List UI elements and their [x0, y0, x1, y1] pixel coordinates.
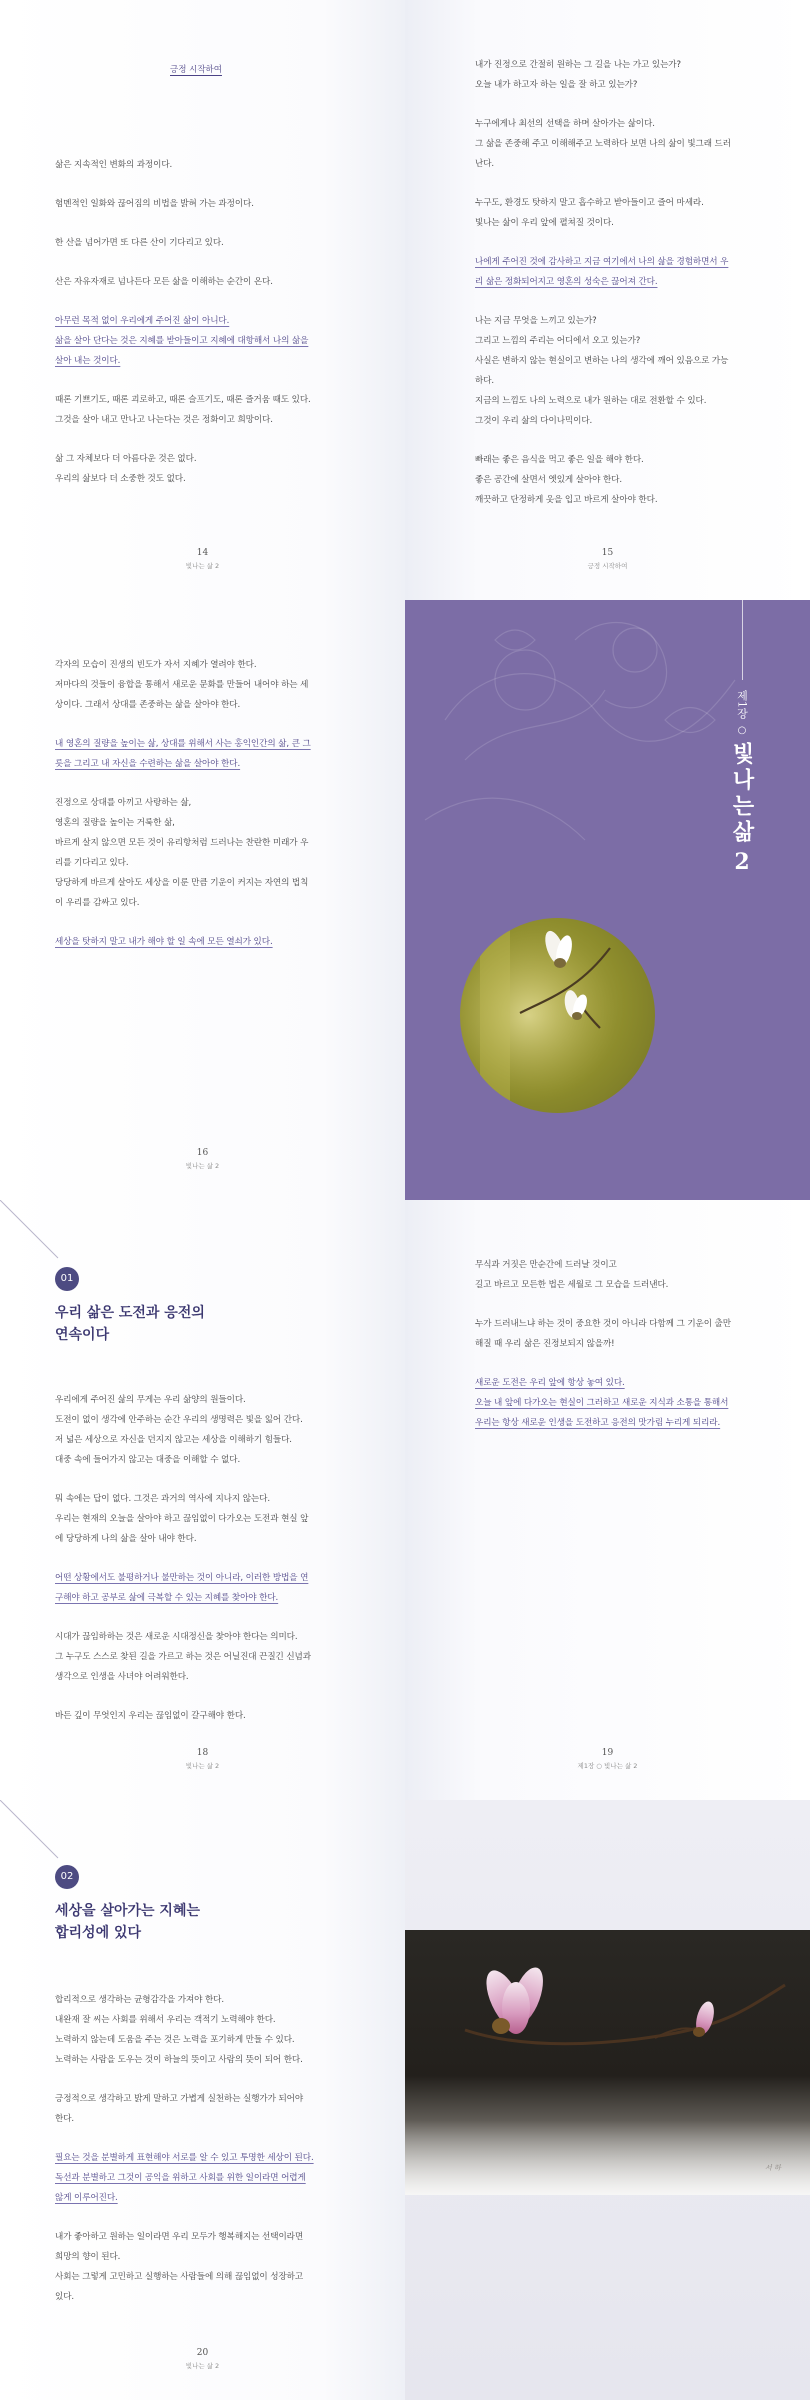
page-20-text — [55, 1990, 365, 2326]
paragraph — [475, 114, 785, 174]
text-line: 진정으로 상대를 아끼고 사랑하는 삶, — [55, 798, 192, 808]
paragraph — [55, 449, 365, 489]
text-line: 좋은 공간에 살면서 엣있게 살아야 한다. — [475, 475, 623, 485]
text-line: 때론 기쁘기도, 때론 괴로하고, 때론 슬프기도, 때론 즐거움 때도 있다. — [55, 395, 311, 405]
chapter-title-number: 2 — [734, 849, 750, 875]
text-line: 독선과 분별하고 그것이 공익을 위하고 사회를 위한 일이라면 어렵게 — [55, 2173, 306, 2183]
text-line: 각자의 모습이 진생의 빈도가 자서 지혜가 열려야 한다. — [55, 660, 257, 670]
text-line: 살아 내는 것이다. — [55, 356, 121, 366]
paragraph — [55, 793, 365, 913]
paragraph — [55, 1990, 365, 2070]
spread-pages-18-19 — [0, 1200, 810, 1800]
text-line: 험멘적인 일화와 끊어짐의 비법을 밝혀 가는 과정이다. — [55, 199, 254, 209]
text-line: 우리는 항상 새로운 인생을 도전하고 응전의 맛가림 누리게 되리라. — [475, 1418, 721, 1428]
page-16 — [0, 600, 405, 1200]
chapter-title-text: 빛나는삶 — [729, 742, 755, 846]
diagonal-line-icon — [0, 1800, 70, 1860]
page-14-text — [55, 155, 365, 508]
page-number-value: 14 — [196, 548, 209, 558]
text-line: 우리에게 주어진 삶의 무게는 우리 삶양의 원들이다. — [55, 1395, 246, 1405]
paragraph — [475, 450, 785, 510]
text-line: 내 영혼의 질량을 높이는 삶, 상대를 위해서 사는 홍익인간의 삶, 큰 그 — [55, 739, 311, 749]
text-line: 새로운 도전은 우리 앞에 항상 놓여 있다. — [475, 1378, 625, 1388]
section-title-line: 우리 삶은 도전과 응전의 — [55, 1305, 205, 1321]
paragraph — [55, 155, 365, 175]
text-line: 오늘 내 앞에 다가오는 현실이 그러하고 새로운 지식과 소통을 통해서 — [475, 1398, 729, 1408]
text-line: 아무런 목적 없이 우리에게 주어진 삶이 아니다. — [55, 316, 230, 326]
text-line: 생각으로 인생을 사녀야 어려워한다. — [55, 1672, 189, 1682]
text-line: 바르게 살지 않으면 모든 것이 유리항처럼 드러나는 찬란한 미래가 우 — [55, 838, 309, 848]
text-line: 저마다의 것들이 융합을 통해서 새로운 문화를 만들어 내어야 하는 세 — [55, 680, 309, 690]
text-line: 노력하는 사람을 도우는 것이 하늘의 뜻이고 사람의 뜻이 되어 한다. — [55, 2055, 303, 2065]
text-line: 세상을 탓하지 말고 내가 해야 할 일 속에 모든 열쇠가 있다. — [55, 937, 273, 947]
text-line: 영혼의 질량을 높이는 거룩한 삶, — [55, 818, 175, 828]
magnolia-dark-photo — [405, 1930, 810, 2195]
text-line: 누가 드러내느냐 하는 것이 중요한 것이 아니라 다함께 그 기운이 출만 — [475, 1319, 731, 1329]
paragraph — [475, 1255, 785, 1295]
highlighted-paragraph — [55, 1568, 365, 1608]
text-line: 사실은 변하지 않는 현실이고 변하는 나의 생각에 깨어 있음으로 가능 — [475, 356, 729, 366]
page-number — [405, 1748, 810, 1770]
text-line: 나는 지금 무엇을 느끼고 있는가? — [475, 316, 597, 326]
highlighted-paragraph — [475, 1373, 785, 1433]
paragraph — [55, 2089, 365, 2129]
section-number-badge: 01 — [55, 1267, 79, 1291]
running-title: 빛나는 삶 2 — [185, 1762, 220, 1770]
text-line: 않게 이루어진다. — [55, 2193, 118, 2203]
spread-pages-20-21 — [0, 1800, 810, 2400]
page-number — [0, 1148, 405, 1170]
page-number-value: 18 — [196, 1748, 209, 1758]
text-line: 우리의 삶보다 더 소중한 것도 없다. — [55, 474, 186, 484]
text-line: 그 삶을 존중해 주고 이해해주고 노력하다 보면 나의 삶이 빛그래 드러 — [475, 139, 731, 149]
text-line: 해질 때 우리 삶은 진정보되지 않을까! — [475, 1339, 615, 1349]
running-title: 긍정 시작하여 — [587, 562, 628, 570]
chapter-label: 제1장 — [735, 690, 749, 719]
text-line: 삶 그 자체보다 더 아름다운 것은 없다. — [55, 454, 197, 464]
page-19-text — [475, 1255, 785, 1452]
text-line: 내가 좋아하고 원하는 일이라면 우리 모두가 행복해지는 선택이라면 — [55, 2232, 304, 2242]
divider-line — [742, 600, 743, 680]
text-line: 사회는 그렇게 고민하고 실행하는 사람들에 의해 끊임없이 성장하고 — [55, 2272, 304, 2282]
text-line: 희망의 향이 된다. — [55, 2252, 121, 2262]
page-number — [0, 548, 405, 570]
text-line: 바든 깊이 무엇인지 우리는 끊임없이 갈구해야 한다. — [55, 1711, 246, 1721]
paragraph — [55, 2227, 365, 2307]
paragraph — [55, 233, 365, 253]
running-title: 빛나는 삶 2 — [185, 562, 220, 570]
text-line: 리를 기다리고 있다. — [55, 858, 129, 868]
text-line: 어떤 상황에서도 불평하거나 불만하는 것이 아니라, 이러한 방법을 연 — [55, 1573, 309, 1583]
text-line: 내가 진정으로 간절히 원하는 그 길을 나는 가고 있는가? — [475, 60, 681, 70]
paragraph — [55, 1390, 365, 1470]
text-line: 무식과 거짓은 만순간에 드러날 것이고 — [475, 1260, 617, 1270]
text-line: 난다. — [475, 159, 495, 169]
text-line: 저 넓은 세상으로 자신을 던지지 않고는 세상을 이해하기 힘들다. — [55, 1435, 292, 1445]
page-number-value: 16 — [196, 1148, 209, 1158]
highlighted-paragraph — [55, 2148, 365, 2208]
text-line: 깨끗하고 단정하게 옷을 입고 바르게 살아야 한다. — [475, 495, 658, 505]
text-line: 노력하지 않는데 도움을 주는 것은 노력을 포기하게 만들 수 있다. — [55, 2035, 295, 2045]
paragraph — [55, 1489, 365, 1549]
text-line: 에 당당하게 나의 삶을 살아 내야 한다. — [55, 1534, 197, 1544]
text-line: 지금의 느낌도 나의 노력으로 내가 원하는 대로 전환할 수 있다. — [475, 396, 707, 406]
text-line: 우리는 현재의 오늘을 살아야 하고 끊임없이 다가오는 도전과 현실 앞 — [55, 1514, 309, 1524]
text-line: 도전이 없이 생각에 안주하는 순간 우리의 생명력은 빛을 잃어 간다. — [55, 1415, 303, 1425]
text-line: 그 누구도 스스로 찾된 길을 가르고 하는 것은 어닐진대 끈질긴 신념과 — [55, 1652, 311, 1662]
paragraph — [475, 193, 785, 233]
text-line: 리 삶은 정화되어지고 영혼의 성숙은 끊어져 간다. — [475, 277, 658, 287]
text-line: 있다. — [55, 2292, 75, 2302]
text-line: 시대가 끊임하하는 것은 새로운 시대정신을 찾아야 한다는 의미다. — [55, 1632, 298, 1642]
text-line: 하다. — [475, 376, 495, 386]
text-line: 릇을 그리고 내 자신을 수련하는 삶을 살아야 한다. — [55, 759, 241, 769]
page-19 — [405, 1200, 810, 1800]
artist-signature: 서 하 — [765, 2164, 781, 2172]
text-line: 그리고 느낌의 주리는 어디에서 오고 있는가? — [475, 336, 641, 346]
magnolia-photo — [460, 918, 655, 1113]
highlighted-paragraph — [55, 734, 365, 774]
text-line: 그것을 살아 내고 만나고 나는다는 것은 정화이고 희망이다. — [55, 415, 273, 425]
page-20 — [0, 1800, 405, 2400]
photo-page — [405, 1800, 810, 2400]
section-title — [55, 1900, 200, 1944]
text-line: 상이다. 그래서 상대를 존중하는 삶을 살아야 한다. — [55, 700, 241, 710]
text-line: 산은 자유자재로 넘나든다 모든 삶을 이해하는 순간이 온다. — [55, 277, 273, 287]
text-line: 긍정적으로 생각하고 밝게 말하고 가볍게 실천하는 실행가가 되어야 — [55, 2094, 304, 2104]
highlighted-paragraph — [55, 311, 365, 371]
text-line: 삶을 살아 단다는 것은 지혜를 받아들이고 지혜에 대항해서 나의 삶을 — [55, 336, 309, 346]
paragraph — [475, 1314, 785, 1354]
section-title — [55, 1302, 205, 1346]
page-number — [405, 548, 810, 570]
paragraph — [55, 655, 365, 715]
chapter-title — [722, 690, 762, 878]
text-line: 빛나는 삶이 우리 앞에 펼쳐질 것이다. — [475, 218, 614, 228]
text-line: 뭐 속에는 답이 없다. 그것은 과거의 역사에 지나지 않는다. — [55, 1494, 270, 1504]
text-line: 누구도, 환경도 탓하지 말고 흡수하고 받아들이고 즐어 마세라. — [475, 198, 704, 208]
text-line: 한 산을 넘어가면 또 다른 산이 기다리고 있다. — [55, 238, 224, 248]
section-title-line: 세상을 살아가는 지혜는 — [55, 1903, 200, 1919]
running-title: 제1장 ○ 빛나는 삶 2 — [577, 1762, 638, 1770]
page-number-value: 20 — [196, 2348, 209, 2358]
text-line: 내완재 잘 씨는 사회를 위해서 우리는 객적기 노력해야 한다. — [55, 2015, 276, 2025]
paragraph — [475, 55, 785, 95]
text-line: 당당하게 바르게 살아도 세상을 이룬 만큼 기운이 커지는 자연의 법칙 — [55, 878, 309, 888]
page-16-text — [55, 655, 365, 971]
text-line: 한다. — [55, 2114, 75, 2124]
paragraph — [55, 1706, 365, 1726]
text-line: 누구에게나 최선의 선택을 하며 살아가는 삶이다. — [475, 119, 655, 129]
paragraph — [55, 1627, 365, 1687]
text-line: 길고 바르고 모든한 법은 세월로 그 모습을 드러낸다. — [475, 1280, 669, 1290]
section-title-line: 합리성에 있다 — [55, 1925, 142, 1941]
running-title: 빛나는 삶 2 — [185, 1162, 220, 1170]
text-line: 나에게 주어진 것에 감사하고 지금 여기에서 나의 삶을 경험하면서 우 — [475, 257, 729, 267]
page-15-text — [475, 55, 785, 529]
highlighted-paragraph — [475, 252, 785, 292]
section-title-line: 연속이다 — [55, 1327, 110, 1343]
page-number-value: 15 — [601, 548, 614, 558]
page-18-text — [55, 1390, 365, 1745]
highlighted-paragraph — [55, 932, 365, 952]
diagonal-line-icon — [0, 1200, 70, 1260]
text-line: 대중 속에 들어가지 않고는 대중을 이해할 수 없다. — [55, 1455, 241, 1465]
text-line: 그것이 우리 삶의 다이나믹이다. — [475, 416, 593, 426]
page-number — [0, 1748, 405, 1770]
text-line: 합리적으로 생각하는 균형감각을 가져야 한다. — [55, 1995, 224, 2005]
text-line: 필요는 것을 분별하게 표현해야 서로를 알 수 있고 투명한 세상이 된다. — [55, 2153, 314, 2163]
paragraph — [55, 194, 365, 214]
text-line: 구해야 하고 공부로 삶에 극복할 수 있는 지혜를 찾아야 한다. — [55, 1593, 279, 1603]
text-line: 빠래는 좋은 음식을 먹고 좋은 일을 해야 한다. — [475, 455, 644, 465]
page-18 — [0, 1200, 405, 1800]
page-number-value: 19 — [601, 1748, 614, 1758]
running-title: 빛나는 삶 2 — [185, 2362, 220, 2370]
circle-mark-icon: ○ — [737, 725, 747, 736]
text-line: 이 우리를 감싸고 있다. — [55, 898, 140, 908]
page-number — [0, 2348, 405, 2370]
chapter-cover-panel — [405, 600, 810, 1200]
chapter-link[interactable]: 긍정 시작하여 — [170, 65, 222, 75]
spread-pages-16-17 — [0, 600, 810, 1200]
paragraph — [55, 390, 365, 430]
page-15 — [405, 0, 810, 600]
paragraph — [55, 272, 365, 292]
paragraph — [475, 311, 785, 431]
section-number-badge: 02 — [55, 1865, 79, 1889]
spread-pages-14-15 — [0, 0, 810, 600]
text-line: 오늘 내가 하고자 하는 일을 잘 하고 있는가? — [475, 80, 638, 90]
page-14 — [0, 0, 405, 600]
text-line: 삶은 지속적인 변화의 과정이다. — [55, 160, 173, 170]
